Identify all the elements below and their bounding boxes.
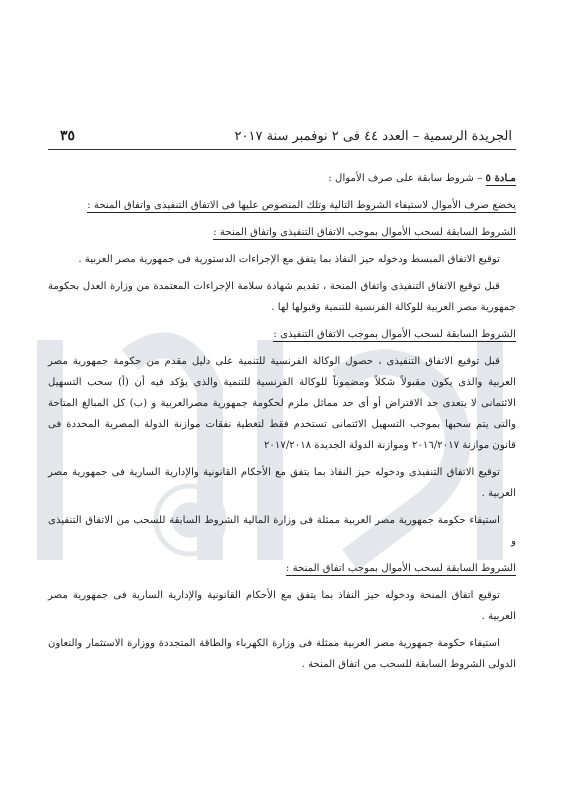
section2-paragraph-3: استيفاء حكومة جمهورية مصر العربية ممثلة فى وزارة المالية الشروط السابقة للسحب من الاتفاق التنفيذى و [48, 515, 516, 547]
page-number: ٣٥ [60, 128, 76, 144]
header-title: الجريدة الرسمية – العدد ٤٤ فى ٢ نوفمبر سنة ٢٠١٧ [234, 129, 512, 144]
section2-heading: الشروط السابقة لسحب الأموال بموجب الاتفاق التنفيذى : [273, 329, 516, 340]
page-header [48, 128, 516, 150]
article-title: – شروط سابقة على صرف الأموال : [328, 173, 486, 184]
document-page [48, 128, 516, 681]
section3-paragraph-1: توقيع اتفاق المنحة ودخوله حيز النفاذ بما يتفق مع الأحكام القانونية والإدارية السارية فى جمهورية مصر العربية . [48, 590, 516, 622]
article-heading [48, 168, 516, 189]
article-intro: يخضع صرف الأموال لاستيفاء الشروط التالية وتلك المنصوص عليها فى الاتفاق التنفيذى واتفاق المنحة : [87, 200, 516, 211]
section1-paragraph-1: توقيع الاتفاق المبسط ودخوله حيز النفاذ بما يتفق مع الإجراءات الدستورية فى جمهورية مصر العربية . [78, 254, 500, 265]
section3-paragraph-2: استيفاء حكومة جمهورية مصر العربية ممثلة فى وزارة الكهرباء والطاقة المتجددة ووزارة الاستثمار والتعاون الدولى الشروط السابقة للسحب من اتفاق المنحة . [48, 638, 516, 670]
section3-heading: الشروط السابقة لسحب الأموال بموجب اتفاق المنحة : [285, 563, 516, 574]
article-number: مـادة ٥ [485, 172, 516, 184]
section1-heading: الشروط السابقة لسحب الأموال بموجب الاتفاق التنفيذى واتفاق المنحة : [213, 227, 516, 238]
section2-paragraph-2: توقيع الاتفاق التنفيذى ودخوله حيز النفاذ بما يتفق مع الأحكام القانونية والإدارية السارية فى جمهورية مصر العربية . [48, 467, 516, 499]
section2-paragraph-1: قبل توقيع الاتفاق التنفيذى ، حصول الوكالة الفرنسية للتنمية على دليل مقدم من حكومة جمهورية مصر العربية والذى يكون مقبولاً شكلاً ومضموناً للوكالة الفرنسية للتنمية والذى يؤكد فيه أن (أ) سحب التسهيل الائتمانى لا يتعدى حد الاقتراض أو أى حد مماثل ملزم لحكومة جمهورية مصرالعربية و (ب) كل المبالغ المتاحة والتى يتم سحبها بموجب التسهيل الائتمانى تستخدم فقط لتغطية نفقات موازنة الدولة المصرية المحددة فى قانون موازنة ٢٠١٦/٢٠١٧ وموازنة الدولة الجديدة ٢٠١٧/٢٠١٨ [48, 356, 516, 451]
section1-paragraph-2: قبل توقيع الاتفاق التنفيذى واتفاق المنحة ، تقديم شهادة سلامة الإجراءات المعتمدة من وزارة العدل بحكومة جمهورية مصر العربية للوكالة الفرنسية للتنمية وقبولها لها . [48, 281, 516, 313]
